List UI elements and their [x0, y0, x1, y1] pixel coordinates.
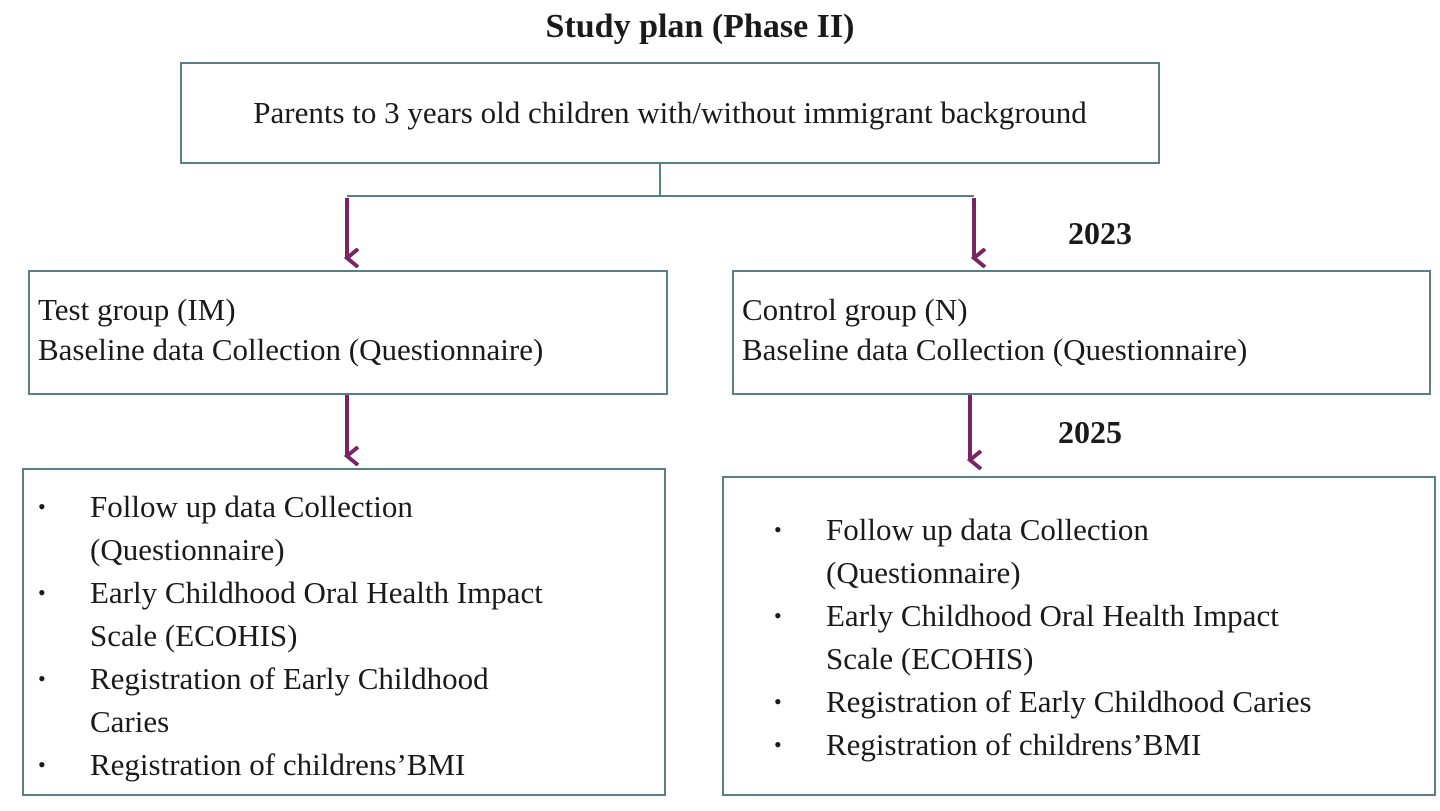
- list-item-line: • Registration of childrens’BMI: [90, 747, 466, 782]
- list-item-line: • Early Childhood Oral Health Impact: [90, 575, 543, 610]
- list-item-line: • Early Childhood Oral Health Impact: [826, 598, 1279, 633]
- list-item: [724, 594, 1434, 680]
- list-item: [24, 743, 664, 786]
- list-item: [724, 508, 1434, 594]
- control-group-box: [732, 270, 1431, 395]
- population-box: [180, 62, 1160, 164]
- year-label-followup: 2025: [1058, 414, 1122, 450]
- year-label-baseline: 2023: [1068, 215, 1132, 251]
- list-item: [724, 680, 1434, 723]
- control-followup-list: [724, 508, 1434, 766]
- control-group-name: Control group (N): [742, 292, 968, 327]
- list-item-line: Scale (ECOHIS): [826, 641, 1034, 676]
- control-group-baseline: Baseline data Collection (Questionnaire): [742, 332, 1248, 367]
- diagram-title: Study plan (Phase II): [545, 8, 855, 45]
- test-group-name: Test group (IM): [38, 292, 236, 327]
- list-item-line: • Registration of childrens’BMI: [826, 727, 1202, 762]
- population-text: Parents to 3 years old children with/without immigrant background: [253, 95, 1087, 130]
- list-item-line: Caries: [90, 704, 170, 739]
- list-item: [724, 723, 1434, 766]
- test-followup-list: [24, 485, 664, 786]
- test-followup-box: [22, 468, 666, 796]
- control-followup-box: [722, 476, 1436, 796]
- list-item-line: Scale (ECOHIS): [90, 618, 298, 653]
- list-item-line: (Questionnaire): [826, 555, 1021, 590]
- list-item-line: • Registration of Early Childhood Caries: [826, 684, 1312, 719]
- list-item-line: (Questionnaire): [90, 532, 285, 567]
- list-item: [24, 657, 664, 743]
- list-item: [24, 485, 664, 571]
- list-item-line: • Registration of Early Childhood: [90, 661, 489, 696]
- test-group-box: [28, 270, 668, 395]
- test-group-baseline: Baseline data Collection (Questionnaire): [38, 332, 544, 367]
- list-item-line: • Follow up data Collection: [90, 489, 413, 524]
- list-item: [24, 571, 664, 657]
- list-item-line: • Follow up data Collection: [826, 512, 1149, 547]
